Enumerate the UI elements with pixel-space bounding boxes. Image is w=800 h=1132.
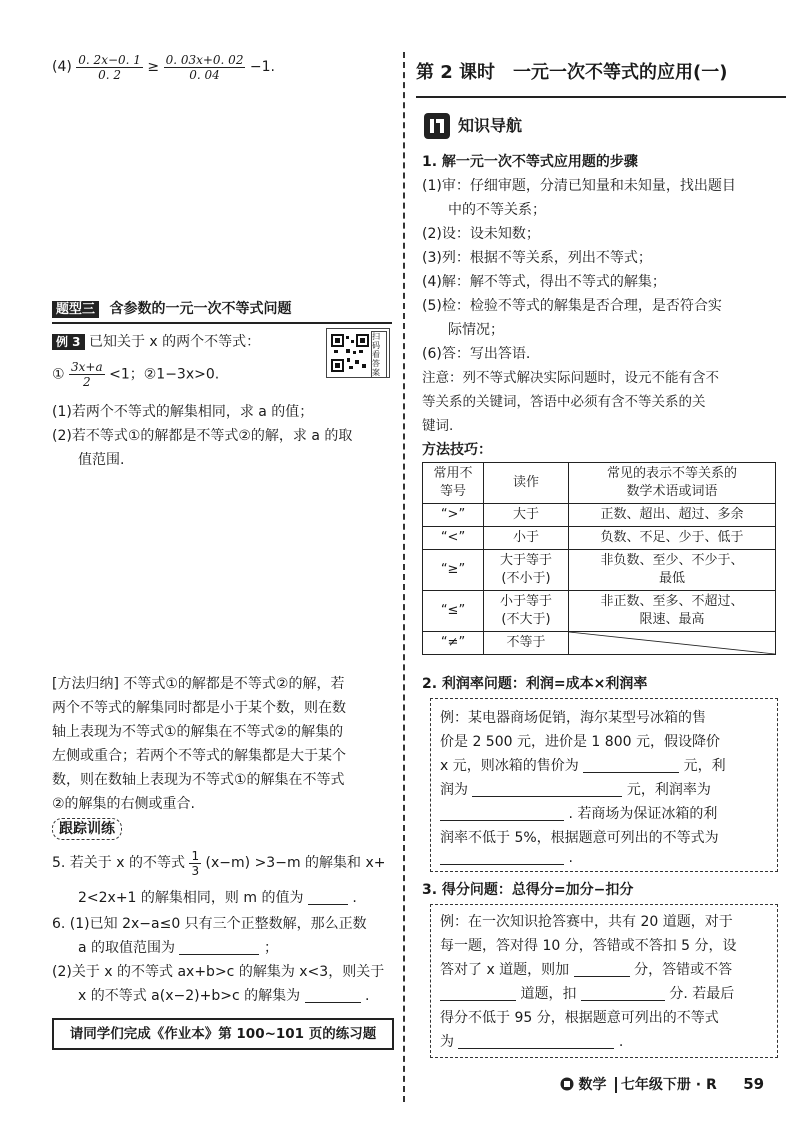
step-1-line2: 中的不等关系； xyxy=(448,202,546,218)
wrong-count-blank[interactable] xyxy=(440,984,516,1001)
table-row: “≠” 不等于 xyxy=(423,632,776,655)
diagonal-line-icon xyxy=(569,632,775,654)
table-row: “≤” 小于等于 (不大于) 非正数、至多、不超过、 限速、最高 xyxy=(423,591,776,632)
question-4: (4) $\frac{0. 2x-0. 1}{0. 2}$ ≥ $\frac{0. 03x+0. 02}{0. 04}$ −1. xyxy=(52,52,275,82)
note-line1: 注意：列不等式解决实际问题时，设元不能有含不 xyxy=(422,370,719,386)
inequality-symbol-table xyxy=(422,462,776,655)
question-5-line1: 5. 若关于 x 的不等式 $\frac{1}{3}$ (x−m) >3−m 的解集和 x+ xyxy=(52,848,386,878)
method-summary-line4: 左侧或重合；若两个不等式的解集都是大于某个 xyxy=(52,748,346,764)
follow-training-label: 跟踪训练 xyxy=(52,818,122,840)
ex3-fraction: $\frac{3x+a}{2}$ xyxy=(71,360,103,389)
profit-example-line3: x 元，则冰箱的售价为 元，利 xyxy=(440,758,726,774)
table-header-row xyxy=(423,463,776,504)
footer-grade: 七年级下册 · R xyxy=(620,1077,717,1093)
section1-title: 1. 解一元一次不等式应用题的步骤 xyxy=(422,154,638,170)
q6-1-answer-blank[interactable] xyxy=(179,938,259,955)
example-3-q2-line1: (2)若不等式①的解都是不等式②的解，求 a 的取 xyxy=(52,428,353,444)
question-6-line2: a 的取值范围为 ； xyxy=(78,940,278,956)
step-1-line1: (1)审：仔细审题，分清已知量和未知量，找出题目 xyxy=(422,178,736,194)
score-example-line3: 答对了 x 道题，则加 分，答错或不答 xyxy=(440,962,733,978)
points-deducted-blank[interactable] xyxy=(581,984,665,1001)
score-example-line6: 为 . xyxy=(440,1034,624,1050)
example-3-inequalities: ① $\frac{3x+a}{2}$ <1；②1−3x>0. xyxy=(52,360,220,389)
page-footer xyxy=(560,1072,764,1096)
q4-fraction-2: $\frac{0. 03x+0. 02}{0. 04}$ xyxy=(165,52,244,82)
score-inequality-blank[interactable] xyxy=(458,1032,614,1049)
step-5-line2: 际情况； xyxy=(448,322,504,338)
question-6-line4: x 的不等式 a(x−2)+b>c 的解集为 . xyxy=(78,988,370,1004)
type3-header xyxy=(52,298,392,324)
profit-example-line7: . xyxy=(440,846,573,870)
score-example-line5: 得分不低于 95 分，根据题意可列出的不等式 xyxy=(440,1010,719,1026)
right-column xyxy=(400,0,800,1132)
footer-subject: 数学 xyxy=(578,1077,607,1093)
profit-example-line2: 价是 2 500 元，进价是 1 800 元，假设降价 xyxy=(440,734,720,750)
score-example-line4: 道题，扣 分. 若最后 xyxy=(440,982,734,1006)
q4-fraction-1: $\frac{0. 2x-0. 1}{0. 2}$ xyxy=(78,52,141,82)
note-line3: 键词. xyxy=(422,418,454,434)
question-6-line3: (2)关于 x 的不等式 ax+b>c 的解集为 x<3，则关于 xyxy=(52,964,385,980)
step-5-line1: (5)检：检验不等式的解集是否合理，是否符合实 xyxy=(422,298,722,314)
step-3: (3)列：根据不等关系，列出不等式； xyxy=(422,250,652,266)
step-2: (2)设：设未知数； xyxy=(422,226,540,242)
profit-example-line4: 润为 元，利润率为 xyxy=(440,782,711,798)
table-row: “≥” 大于等于 (不小于) 非负数、至少、不少于、 最低 xyxy=(423,550,776,591)
table-empty-diagonal-cell xyxy=(569,632,776,655)
profit-blank[interactable] xyxy=(472,780,622,797)
points-added-blank[interactable] xyxy=(574,960,630,977)
subject-logo-icon xyxy=(560,1077,574,1091)
table-row: “>” 大于 正数、超出、超过、多余 xyxy=(423,504,776,527)
profit-inequality-blank[interactable] xyxy=(440,848,564,865)
homework-reminder: 请同学们完成《作业本》第 100~101 页的练习题 xyxy=(52,1018,394,1050)
method-summary-line2: 两个不等式的解集同时都是小于某个数，则在数 xyxy=(52,700,346,716)
table-header-terms: 常见的表示不等关系的 数学术语或词语 xyxy=(569,463,776,504)
profit-rate-blank[interactable] xyxy=(440,804,564,821)
method-summary-line5: 数，则在数轴上表现为不等式①的解集在不等式 xyxy=(52,772,345,788)
step-4: (4)解：解不等式，得出不等式的解集； xyxy=(422,274,666,290)
table-header-read: 读作 xyxy=(484,463,569,504)
qr-label: 扫码看答案 xyxy=(371,331,387,378)
selling-price-blank[interactable] xyxy=(583,756,679,773)
score-example-line1: 例：在一次知识抢答赛中，共有 20 道题，对于 xyxy=(440,914,733,930)
profit-example-line5: . 若商场为保证冰箱的利 xyxy=(440,802,717,826)
example-3-q2-line2: 值范围. xyxy=(78,452,125,468)
method-summary-line6: ②的解集的右侧或重合. xyxy=(52,796,196,812)
type3-title: 含参数的一元一次不等式问题 xyxy=(109,301,292,317)
note-line2: 等关系的关键词，答语中必须有含不等关系的关 xyxy=(422,394,706,410)
page-number: 59 xyxy=(743,1075,765,1093)
knowledge-nav-label: 知识导航 xyxy=(458,116,523,135)
method-summary-line3: 轴上表现为不等式①的解集在不等式②的解集的 xyxy=(52,724,344,740)
profit-example-line6: 润率不低于 5%，根据题意可列出的不等式为 xyxy=(440,830,719,846)
qr-code[interactable] xyxy=(326,328,390,378)
section3-title: 3. 得分问题：总得分=加分−扣分 xyxy=(422,882,634,898)
lesson-title: 第 2 课时 一元一次不等式的应用(一) xyxy=(416,56,786,98)
method-summary-line1: [方法归纳] 不等式①的解都是不等式②的解，若 xyxy=(52,676,345,692)
table-row: “<” 小于 负数、不足、少于、低于 xyxy=(423,527,776,550)
score-example-line2: 每一题，答对得 10 分，答错或不答扣 5 分，设 xyxy=(440,938,737,954)
question-5-line2: 2<2x+1 的解集相同，则 m 的值为 . xyxy=(78,890,357,906)
q6-2-answer-blank[interactable] xyxy=(305,986,361,1003)
qr-code-icon xyxy=(331,334,369,372)
type3-tag: 题型三 xyxy=(52,301,99,318)
example-3-q1: (1)若两个不等式的解集相同，求 a 的值； xyxy=(52,404,314,420)
q5-answer-blank[interactable] xyxy=(308,888,348,905)
knowledge-nav-icon xyxy=(424,113,450,139)
section2-title: 2. 利润率问题：利润=成本×利润率 xyxy=(422,676,648,692)
question-6-line1: 6. (1)已知 2x−a≤0 只有三个正整数解，那么正数 xyxy=(52,916,367,932)
tips-title: 方法技巧： xyxy=(422,442,492,458)
table-header-symbol: 常用不 等号 xyxy=(423,463,484,504)
example-3: 例 3 已知关于 x 的两个不等式： xyxy=(52,330,260,354)
example-3-tag: 例 3 xyxy=(52,334,85,350)
profit-example-line1: 例：某电器商场促销，海尔某型号冰箱的售 xyxy=(440,710,706,726)
step-6: (6)答：写出答语. xyxy=(422,346,531,362)
q5-fraction: $\frac{1}{3}$ xyxy=(191,848,200,878)
